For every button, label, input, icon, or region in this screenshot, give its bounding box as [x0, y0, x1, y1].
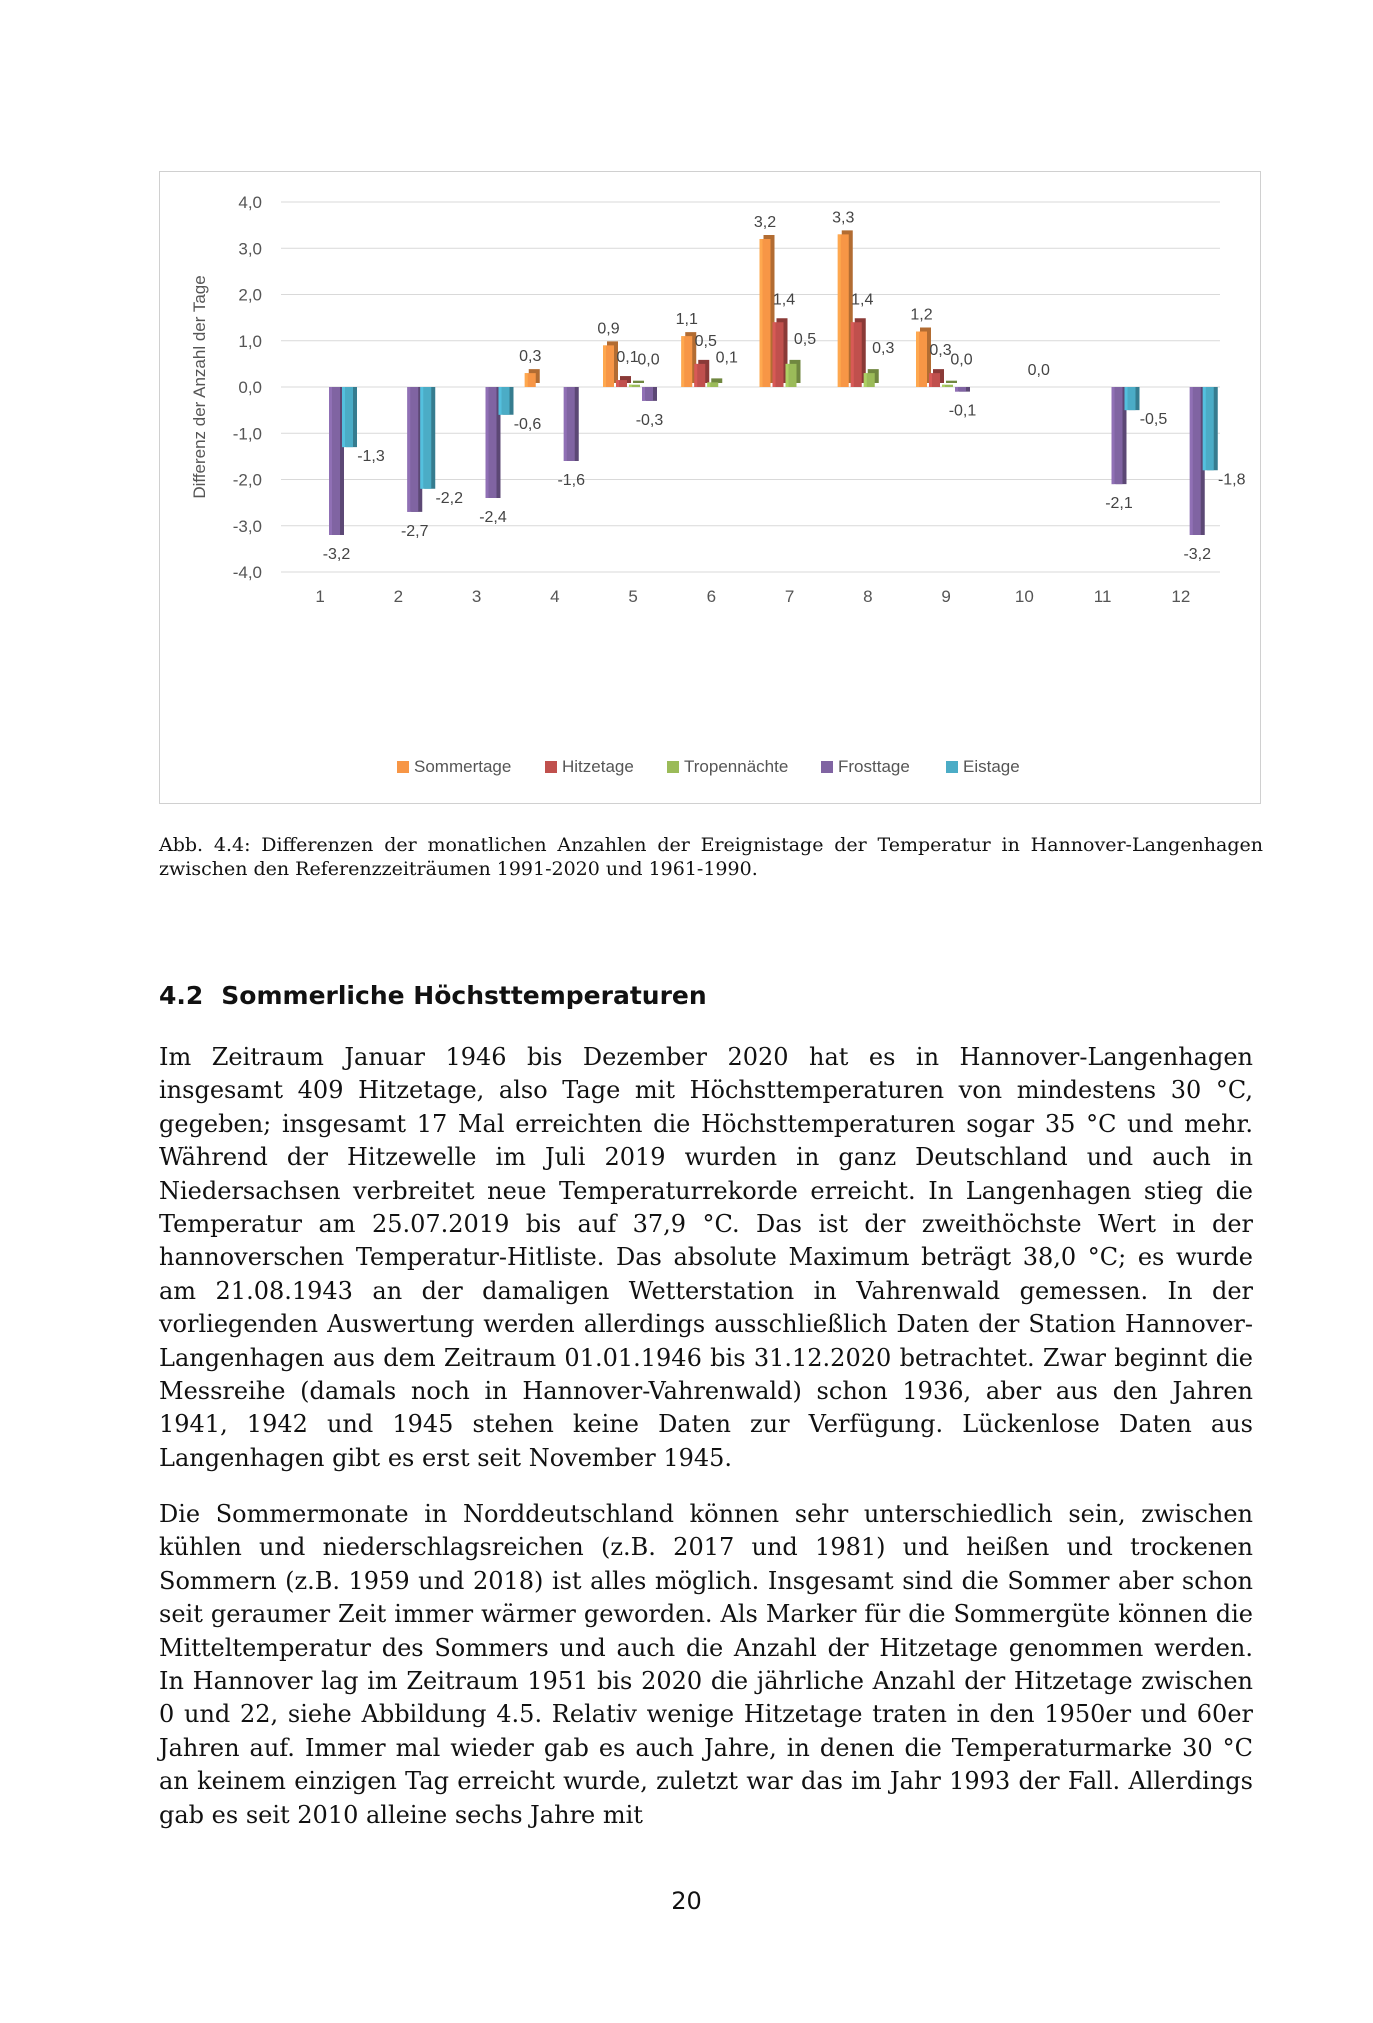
legend-label: Tropennächte	[684, 757, 789, 776]
y-tick-label: -2,0	[232, 470, 262, 490]
legend-swatch	[946, 761, 958, 773]
y-tick-label: 3,0	[238, 239, 262, 259]
bar-highlight	[342, 387, 345, 447]
legend-swatch	[397, 761, 409, 773]
bar-highlight	[838, 234, 841, 387]
x-tick-label: 7	[784, 587, 795, 606]
bar-highlight	[525, 373, 528, 387]
data-label: 0,5	[694, 332, 717, 350]
x-tick-label: 11	[1093, 587, 1112, 606]
page-number: 20	[671, 1887, 702, 1915]
y-tick-label: -1,0	[232, 424, 262, 444]
bar-highlight	[629, 385, 632, 387]
bar-highlight	[486, 387, 489, 498]
x-tick-label: 9	[941, 587, 951, 606]
bar-highlight	[564, 387, 567, 461]
data-label: 0,3	[519, 348, 542, 366]
bar-highlight	[1125, 387, 1128, 410]
y-axis-label: Differenz der Anzahl der Tage	[190, 275, 209, 499]
x-tick-label: 4	[550, 587, 560, 606]
y-tick-label: 0,0	[238, 378, 262, 397]
x-tick-label: 6	[706, 587, 717, 606]
data-label: 0,5	[793, 330, 817, 348]
body-paragraph-2: Die Sommermonate in Norddeutschland können sehr unterschiedlich sein, zwischen kühlen und niederschlagsreichen (z.B. 2017 und 1981) und heißen und trockenen Sommern (z.B. 1959 und 2018) ist alles möglich. Insgesamt sind die Sommer aber schon seit geraumer Zeit immer wärmer geworden. Als Marker für die Sommergüte können die Mitteltemperatur des Sommers und auch die Anzahl der Hitzetage genommen werden. In Hannover lag im Zeitraum 1951 bis 2020 die jährliche Anzahl der Hitzetage zwischen 0 und 22, siehe Abbildung 4.5. Relativ wenige Hitzetage traten in den 1950er und 60er Jahren auf. Immer mal wieder gab es auch Jahre, in denen die Temperaturmarke 30 °C an keinem einzigen Tag erreicht wurde, zuletzt war das im Jahr 1993 der Fall. Allerdings gab es seit 2010 alleine sechs Jahre mit	[159, 1500, 1253, 1829]
data-label: 0,0	[1027, 362, 1050, 379]
bar-highlight	[329, 387, 332, 535]
data-label: 0,0	[637, 351, 660, 369]
y-tick-label: 4,0	[238, 193, 262, 212]
data-label: 3,2	[753, 214, 777, 231]
data-label: 3,3	[832, 209, 855, 227]
figure-caption	[159, 833, 1263, 881]
bar-highlight	[760, 239, 763, 387]
bar-highlight	[1190, 387, 1193, 535]
caption-text: Differenzen der monatlichen Anzahlen der Ereignistage der Temperatur in Hannover-Langenhagen zwischen den Referenzzeiträumen 1991-2020 und 1961-1990.	[159, 834, 1263, 880]
y-tick-label: -4,0	[232, 563, 262, 582]
bar-highlight	[786, 364, 789, 387]
bar-highlight	[407, 387, 410, 512]
legend-swatch	[667, 761, 679, 773]
data-label: -1,3	[357, 448, 385, 466]
y-tick-label: -3,0	[232, 516, 262, 536]
bar-highlight	[499, 387, 502, 415]
chart-figure	[159, 171, 1261, 804]
data-label: 0,1	[616, 349, 639, 367]
bar-side	[633, 381, 644, 383]
caption-label: Abb. 4.4:	[159, 834, 251, 856]
y-tick-label: 2,0	[238, 285, 262, 305]
bar-highlight	[1203, 387, 1206, 470]
bar-highlight	[929, 373, 932, 387]
legend-label: Eistage	[963, 757, 1020, 776]
x-tick-label: 2	[393, 587, 404, 606]
x-tick-label: 10	[1014, 587, 1034, 606]
bar-highlight	[642, 387, 645, 401]
bar-highlight	[616, 380, 619, 387]
legend-label: Frosttage	[838, 757, 910, 776]
bar-highlight	[603, 345, 606, 387]
data-label: 1,4	[851, 291, 874, 309]
x-tick-label: 5	[628, 587, 638, 606]
data-label: -3,2	[322, 546, 351, 563]
bar-highlight	[681, 336, 684, 387]
bar-chart	[160, 172, 1260, 803]
data-label: -0,5	[1139, 411, 1168, 429]
bar-highlight	[420, 387, 423, 489]
section-heading	[159, 981, 707, 1010]
legend-label: Sommertage	[414, 757, 512, 776]
data-label: 1,1	[675, 311, 698, 329]
bar-highlight	[707, 382, 710, 387]
bar-highlight	[851, 322, 854, 387]
bar-highlight	[1112, 387, 1115, 484]
legend-swatch	[545, 761, 557, 773]
data-label: 0,3	[872, 340, 895, 358]
bar-highlight	[955, 387, 958, 392]
bar-highlight	[916, 332, 919, 388]
bar-highlight	[773, 322, 776, 387]
body-paragraph-1: Im Zeitraum Januar 1946 bis Dezember 2020 hat es in Hannover-Langenhagen insgesamt 409 Hitzetage, also Tage mit Höchsttemperaturen von mindestens 30 °C, gegeben; insgesamt 17 Mal erreichten die Höchsttemperaturen sogar 35 °C und mehr. Während der Hitzewelle im Juli 2019 wurden in ganz Deutschland und auch in Niedersachsen verbreitet neue Temperaturrekorde erreicht. In Langenhagen stieg die Temperatur am 25.07.2019 bis auf 37,9 °C. Das ist der zweithöchste Wert in der hannoverschen Temperatur-Hitliste. Das absolute Maximum beträgt 38,0 °C; es wurde am 21.08.1943 an der damaligen Wetterstation in Vahrenwald gemessen. In der vorliegenden Auswertung werden allerdings ausschließlich Daten der Station Hannover-Langenhagen aus dem Zeitraum 01.01.1946 bis 31.12.2020 betrachtet. Zwar beginnt die Messreihe (damals noch in Hannover-Vahrenwald) schon 1936, aber aus den Jahren 1941, 1942 und 1945 stehen keine Daten zur Verfügung. Lückenlose Daten aus Langenhagen gibt es erst seit November 1945.	[159, 1043, 1253, 1472]
x-tick-label: 1	[315, 587, 325, 606]
bar-highlight	[864, 373, 867, 387]
data-label: -1,6	[557, 472, 586, 489]
x-tick-label: 12	[1171, 587, 1191, 606]
data-label: 0,3	[929, 342, 952, 360]
data-label: 0,9	[597, 320, 620, 338]
data-label: -1,8	[1217, 471, 1246, 489]
section-number: 4.2	[159, 981, 204, 1010]
legend-swatch	[821, 761, 833, 773]
data-label: -2,4	[479, 509, 507, 526]
data-label: -0,6	[513, 415, 542, 433]
data-label: -2,2	[435, 489, 464, 507]
data-label: 1,4	[772, 291, 796, 309]
bar-side	[711, 378, 722, 383]
bar-highlight	[694, 364, 697, 387]
y-tick-label: 1,0	[238, 331, 262, 351]
data-label: 1,2	[910, 306, 933, 324]
legend-label: Hitzetage	[562, 757, 634, 776]
bar-side	[946, 381, 957, 383]
x-tick-label: 8	[863, 587, 873, 606]
data-label: 0,1	[715, 349, 738, 367]
bar-highlight	[942, 385, 945, 387]
data-label: 0,0	[950, 351, 973, 369]
data-label: -2,7	[400, 522, 429, 540]
data-label: -0,3	[635, 411, 664, 429]
section-title: Sommerliche Höchsttemperaturen	[221, 981, 707, 1010]
data-label: -3,2	[1183, 546, 1212, 563]
data-label: -2,1	[1105, 495, 1133, 513]
x-tick-label: 3	[471, 587, 482, 606]
data-label: -0,1	[948, 402, 977, 420]
